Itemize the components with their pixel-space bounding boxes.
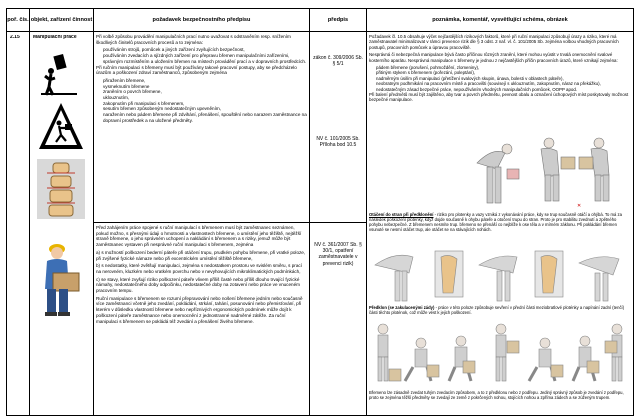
table-header bbox=[7, 9, 633, 32]
list-item: • přitiným stykem s břemenem (pořezání, poleptání), bbox=[376, 70, 631, 75]
caption-bending bbox=[369, 305, 631, 321]
list-item: a) s možností poškození bederní páteře při otáčení trupu, prudkém pohybu břemene, při vratké poloze, při zvýšené fyzické námaze nebo při excentrickém umístění těžiště břemene, bbox=[96, 249, 306, 261]
list-item: • zraněním o povrch břemene, bbox=[103, 89, 307, 95]
list-item: • správným rozmístěním a uložením břemen na místech provádění prací a v dopravních prostředcích. bbox=[103, 59, 307, 65]
requirement-list-2 bbox=[96, 78, 307, 124]
list-item: • nadměrným úsilím při manipulaci (přetížení svalových skupin, únava, bolesti v oblastech páteře), bbox=[376, 76, 631, 81]
note-paragraph-2: Nesprávná či nebezpečná manipulace bývá často příčinou různých zranění, které mohou vyústit v trvalá onemocnění svalové kosterního aparátu. Nesprávná manipulace s břemeny je jednou z nejčastějších příčin pracovních úrazů, které vznikají zejména: bbox=[369, 52, 618, 63]
list-item: • naražením nebo pádem břemene při zdvihání, přenášení, spouštění nebo narazem zaměstnance na dopravní prostředek a na uložené předměty. bbox=[103, 112, 307, 123]
requirement-list-1 bbox=[96, 47, 307, 64]
spine-icon bbox=[37, 159, 85, 219]
requirement-section-1 bbox=[96, 34, 307, 221]
regulation-2: NV č. 101/2005 Sb. Příloha bod 10.5 bbox=[316, 136, 360, 149]
note-paragraph-3: Při balení předmětů musí být zajištěno, aby tvar a povrch předmětu, pevnost obalu a označení úchopových míst poskytovaly možnost bezpečné manipulace. bbox=[369, 92, 629, 103]
list-item: • zakopnutím při manipulaci s břemenem, bbox=[103, 101, 307, 107]
list-item: • nedostatečným zásad bezpečné práce, nepoužíváním vhodných manipulačních pomůcek, OOPP apod. bbox=[376, 87, 631, 92]
requirement-briefing: Před zahájením práce spojené s ruční manipulací s břemenem musí být zaměstnanec seznámen, pokud možno, s přesnými údaji o hmotnosti a vlastnostech břemene, o umístění jeho těžiště, nejtěžší straně břemene, o jeho správném uchopení a nakládání s břemenem a s riziky, jemuž může být zaměstnanec vystaven při nesprávné ruční manipulaci s břemenem, zejména bbox=[96, 225, 302, 248]
caption-twisting-text: - riziko pro plotenky a vazy vzniká z vykonávání práce, kdy se trup současně otáčí a ohýbá. To má za následek poškození ploténky, když dojde současně k ohybu páteře a otočení trupu do stran. Proto je pro stabilitu zvednutí a zpětného pohybu nebezpečné. Z břemenem nesmíte trup. břemeno se přenáší co nejblíže k ose těla a v mírném záklonu. Při pokládání břemen vsunuté se nesmí otáčet trup, ale otáčet se na stávajících nohách. bbox=[369, 212, 622, 233]
list-item: • neobratným podhmikání na pracovním místě a pracovišti (souvisejí s uklouznutím, zakopnutím, náraz na překážku), bbox=[376, 81, 631, 86]
requirement-intro: Při volbě způsobu provádění manipulačních prací nutno uvažovat s odstraněním resp. snížením škodlivých činitelů pracovních procesů a to zejména: bbox=[96, 34, 291, 45]
lifting-sequence-illustration bbox=[369, 321, 631, 387]
falling-load-pictogram bbox=[37, 49, 85, 97]
requirement-divider bbox=[94, 222, 309, 223]
note-paragraph-1: Požadavek čl. 10.5 obsahuje výčet nejčastějších rizikových faktorů, které při ruční manipulaci způsobují úrazy a riziko, které má zaměstnavatel minimalizovat v rámci prevence rizik dle § 3 odst. 2 nař. vl. č. 101/2005 Sb. zejména volbou vhodných pracovních postupů, pracovních pomůcek a úpravou pracoviště. bbox=[369, 34, 619, 50]
list-item: • uklouznutím, bbox=[103, 95, 307, 101]
regulation-3: NV č. 361/2007 Sb. § 30/1, opatření zaměstnavatele v prevenci rizik) bbox=[314, 242, 362, 267]
svg-text:✕: ✕ bbox=[577, 203, 582, 209]
header-note: poznámka, komentář, vysvětlující schéma, obrázek bbox=[432, 16, 568, 23]
header-requirement: požadavek bezpečnostního předpisu bbox=[152, 16, 251, 23]
bending-posture-illustration bbox=[467, 139, 525, 211]
requirement-definition: Ruční manipulace s břemenem se rozumí přepravování nebo nošení břemene jedním nebo současně více zaměstnanci včetně jeho zvedání, pokládání, strkání, tahání, posunování nebo přemisťování, při kterém v důsledku vlastností břemene nebo nepříznivých ergonomických podmínek může dojít k poškození páteře zaměstnance nebo onemocnění z jednostranné nadměrné zátěže. Za ruční manipulaci s břemenem se pokládá též zvedání a přenášení živého břemene. bbox=[96, 295, 303, 324]
list-item: • používáním zvedacích a sjízdných zařízení pro přepravu břemen manipulačními zařízeními, bbox=[103, 53, 307, 59]
caption-bending-title: Předklon (se zakulacenými zády) bbox=[369, 305, 435, 310]
list-item: • pádem břemene (porušení, pohmoždění, zlomeniny), bbox=[376, 65, 631, 70]
list-item: c) se stavy, které zvyšují riziko poškození páteře vlivem příliš časté nebo příliš dlouho trvající fyzické námahy, nedostatečného doby odpočinku, nedostatečné doby na zotavení nebo práce ve vnuceném pracovním tempu. bbox=[96, 276, 300, 294]
caption-twisting bbox=[369, 212, 631, 240]
requirement-section-2 bbox=[96, 225, 307, 413]
list-item: • vysmeknutím břemene bbox=[103, 84, 307, 90]
header-no: poř. čís. bbox=[7, 16, 29, 23]
worker-lifting-box-illustration bbox=[33, 239, 89, 319]
header-object: objekt, zařízení činnost bbox=[30, 16, 93, 23]
regulation-divider bbox=[309, 222, 366, 223]
requirement-manual-handling: Při ručním manipulaci s břemeny musí být používány takové pracovní postupy, aby se předcházelo úrazům a poškození zdraví zaměstnanců, způsobeným zejména bbox=[96, 64, 297, 76]
row-object: Manipulační práce bbox=[33, 35, 77, 40]
caption-bending-text: - práce v této poloze způsobuje sevření v přední části meziobratlové ploténky a napínání zadní (tenčí) části těchto ploténok, což může vést k jejich poškození. bbox=[369, 305, 625, 316]
header-regulation: předpis bbox=[327, 16, 349, 23]
regulation-1: zákon č. 309/2006 Sb. § 5/1 bbox=[313, 55, 363, 68]
caption-lifting: Břemeno lze zásadně zvedat tuhým zvedacím způsobem, a to z předklonu nebo z podřepu. Jediný správný způsob je zvedání z podřepu, proto se zejména těžší předměty se zvedají ze země z pokrčených nohou, stojících nohou a zpříma zádech a se zúženým trupem. bbox=[369, 390, 624, 401]
list-item: • sesutím břemen způsobeným nedostatečným upevněním, bbox=[103, 106, 307, 112]
list-item: • přiražením břemene, bbox=[103, 78, 307, 84]
twisting-workers-illustration bbox=[527, 135, 631, 209]
list-item: b) s nedostatky, které zvětšují manipulaci, zejména s nedostatkem prostoru ve svislém směru, s prací na nerovném, kluzkém nebo vratkém povrchu nebo v nevyhovujících mikroklimatických podmínkách, bbox=[96, 263, 302, 274]
posture-comparison-illustration bbox=[369, 245, 631, 303]
warning-triangle-icon bbox=[37, 101, 85, 153]
row-number: 2.15 bbox=[10, 35, 20, 40]
list-item: • používáním strojů, pomůcek a jiných zařízení zvyšujících bezpečnost, bbox=[103, 47, 307, 53]
caption-twisting-title: Otáčení do stran při předklonění bbox=[369, 212, 434, 217]
safety-table bbox=[6, 8, 634, 416]
note-list bbox=[369, 65, 631, 92]
